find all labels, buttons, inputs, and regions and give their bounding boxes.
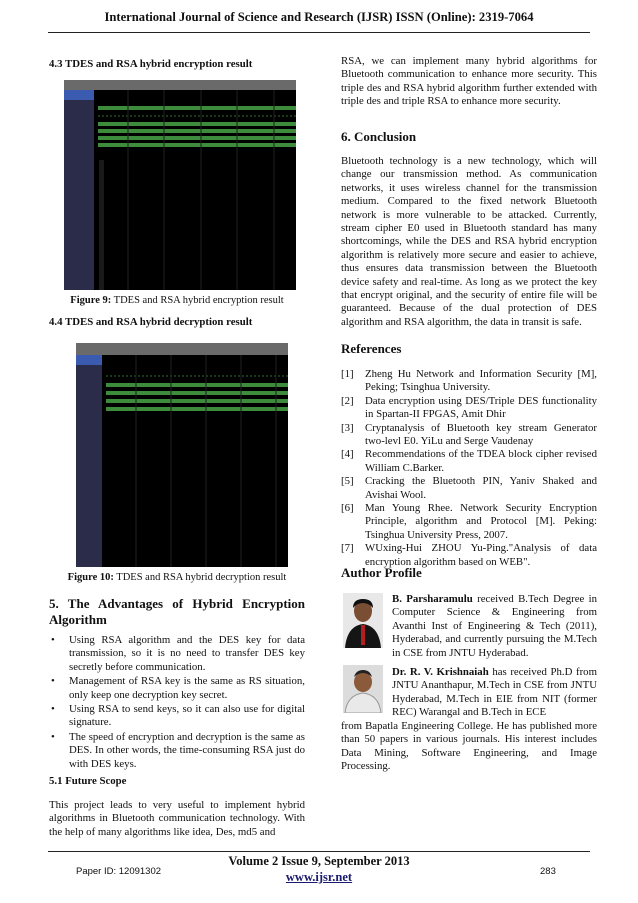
figure-9-caption-text: TDES and RSA hybrid encryption result [113, 295, 284, 306]
reference-number: [4] [341, 448, 354, 461]
figure-9-waveform-image [64, 80, 296, 290]
reference-text: Recommendations of the TDEA block cipher revised William C.Barker. [365, 448, 597, 474]
footer-page-number: 283 [540, 866, 556, 877]
author-2-bio-continued: from Bapatla Engineering College. He has published more than 50 papers in various journals. His interest includes Data Mining, Software Engineering, and Image Processing. [341, 720, 597, 773]
figure-10-label: Figure 10: [67, 572, 114, 583]
author-1-bio [392, 593, 597, 660]
waveform-graphic [76, 343, 288, 567]
continued-paragraph: RSA, we can implement many hybrid algorithms for Bluetooth communication to enhance more security. This triple des and RSA hybrid algorithm further extended with triple des and triple RSA to enhance more security. [341, 55, 597, 108]
reference-number: [3] [341, 421, 354, 434]
bullet-icon: • [51, 675, 55, 688]
figure-10-caption [49, 572, 305, 583]
section-4-4-heading: 4.4 TDES and RSA hybrid decryption result [49, 316, 253, 328]
footer-rule [48, 851, 590, 852]
reference-number: [6] [341, 502, 354, 515]
reference-number: [1] [341, 368, 354, 380]
list-item [49, 703, 305, 730]
reference-text: Man Young Rhee. Network Security Encryption Principle, algorithm and Protocol [M]. Peking: Tsinghua University Press, 2007. [365, 502, 597, 541]
bullet-icon: • [51, 703, 55, 716]
list-item-text: Using RSA algorithm and the DES key for data transmission, so it is no need to transfer DES key secretly before communication. [69, 634, 305, 673]
list-item [49, 634, 305, 674]
author-1-photo [343, 593, 383, 648]
reference-text: Data encryption using DES/Triple DES functionality in Spartan-II FPGAS, Amit Dhir [365, 394, 597, 421]
reference-item [341, 475, 597, 502]
future-scope-paragraph: This project leads to very useful to implement hybrid algorithms in Bluetooth communication technology. With the help of many algorithms like idea, Des, md5 and [49, 799, 305, 838]
author-2-text: has received Ph.D from JNTU Ananthapur, M.Tech in CSE from JNTU Hyderabad, M.Tech in EIE from NIT (former REC) Warangal and B.Tech in ECE [392, 666, 597, 719]
reference-item [341, 395, 597, 422]
footer-volume: Volume 2 Issue 9, September 2013 [228, 854, 410, 868]
author-2-photo [343, 665, 383, 713]
conclusion-paragraph: Bluetooth technology is a new technology, which will change our transmission method. As communication networks, it uses wireless channel for the transmission medium. Compared to the fixed network Bluetooth network is more vulnerable to be attacked. Currently, stream cipher E0 used in Bluetooth standard has many shortcomings, while the DES and RSA hybrid encryption algorithm is relatively more secure and easier to achieve, thus ensures data transmission between the Bluetooth device safety and real-time. As long as we protect the key that encrypt original, and the security of entire file will be guaranteed. Because of the dual protection of DES algorithm and RSA algorithm, the data in transit is safe. [341, 155, 597, 328]
reference-text: WUxing-Hui ZHOU Yu-Ping."Analysis of data encryption algorithm based on WEB". [365, 542, 597, 568]
section-4-3-heading: 4.3 TDES and RSA hybrid encryption result [49, 58, 253, 70]
journal-header [30, 0, 608, 36]
portrait-icon [343, 593, 383, 648]
figure-9-label: Figure 9: [70, 295, 112, 306]
footer-paper-id: Paper ID: 12091302 [76, 866, 162, 877]
author-1-name: B. Parsharamulu [392, 593, 473, 605]
bullet-icon: • [51, 730, 55, 743]
section-5-heading: 5. The Advantages of Hybrid Encryption Algorithm [49, 596, 305, 627]
reference-text: Cryptanalysis of Bluetooth key stream Generator two-levl E0. YiLu and Serge Vaudenay [365, 421, 597, 448]
journal-website-link[interactable]: www.ijsr.net [285, 870, 353, 884]
author-1-text: received B.Tech Degree in Computer Science & Engineering from Avanthi Inst of Engineering & Tech (2011), Hyderabad, and currently pursuing the M.Tech in CSE from JNTU Hyderabad. [392, 593, 598, 659]
author-2-name: Dr. R. V. Krishnaiah [392, 666, 489, 678]
section-5-1-heading: 5.1 Future Scope [49, 775, 127, 787]
references-heading: References [341, 341, 402, 356]
advantages-list-container [49, 634, 305, 772]
references-list [341, 368, 597, 569]
reference-number: [2] [341, 394, 354, 407]
reference-text: Cracking the Bluetooth PIN, Yaniv Shaked and Avishai Wool. [365, 475, 597, 501]
figure-10-waveform-image [76, 343, 288, 567]
portrait-icon [343, 665, 383, 713]
author-profile-heading: Author Profile [341, 565, 422, 580]
reference-number: [5] [341, 475, 354, 488]
author-2-bio [392, 666, 597, 720]
list-item [49, 731, 305, 771]
reference-number: [7] [341, 542, 354, 555]
reference-item [341, 448, 597, 475]
figure-9-caption [49, 295, 305, 306]
list-item-text: The speed of encryption and decryption is the same as DES. In other words, the time-consuming RSA just do with DES keys. [69, 730, 305, 770]
bullet-icon: • [51, 634, 55, 646]
section-6-heading: 6. Conclusion [341, 129, 417, 144]
advantages-list [49, 634, 305, 771]
journal-title: International Journal of Science and Research (IJSR) ISSN (Online): 2319-7064 [104, 10, 534, 24]
reference-item [341, 502, 597, 542]
reference-item [341, 368, 597, 395]
list-item [49, 675, 305, 702]
list-item-text: Management of RSA key is the same as RS situation, only keep one decryption key secret. [69, 675, 305, 701]
list-item-text: Using RSA to send keys, so it can also use for digital signature. [69, 703, 305, 729]
reference-item [341, 422, 597, 449]
header-rule [48, 32, 590, 33]
waveform-graphic [64, 80, 296, 290]
figure-10-caption-text: TDES and RSA hybrid decryption result [116, 572, 287, 583]
reference-text: Zheng Hu Network and Information Security [M], Peking; Tsinghua University. [365, 368, 597, 394]
